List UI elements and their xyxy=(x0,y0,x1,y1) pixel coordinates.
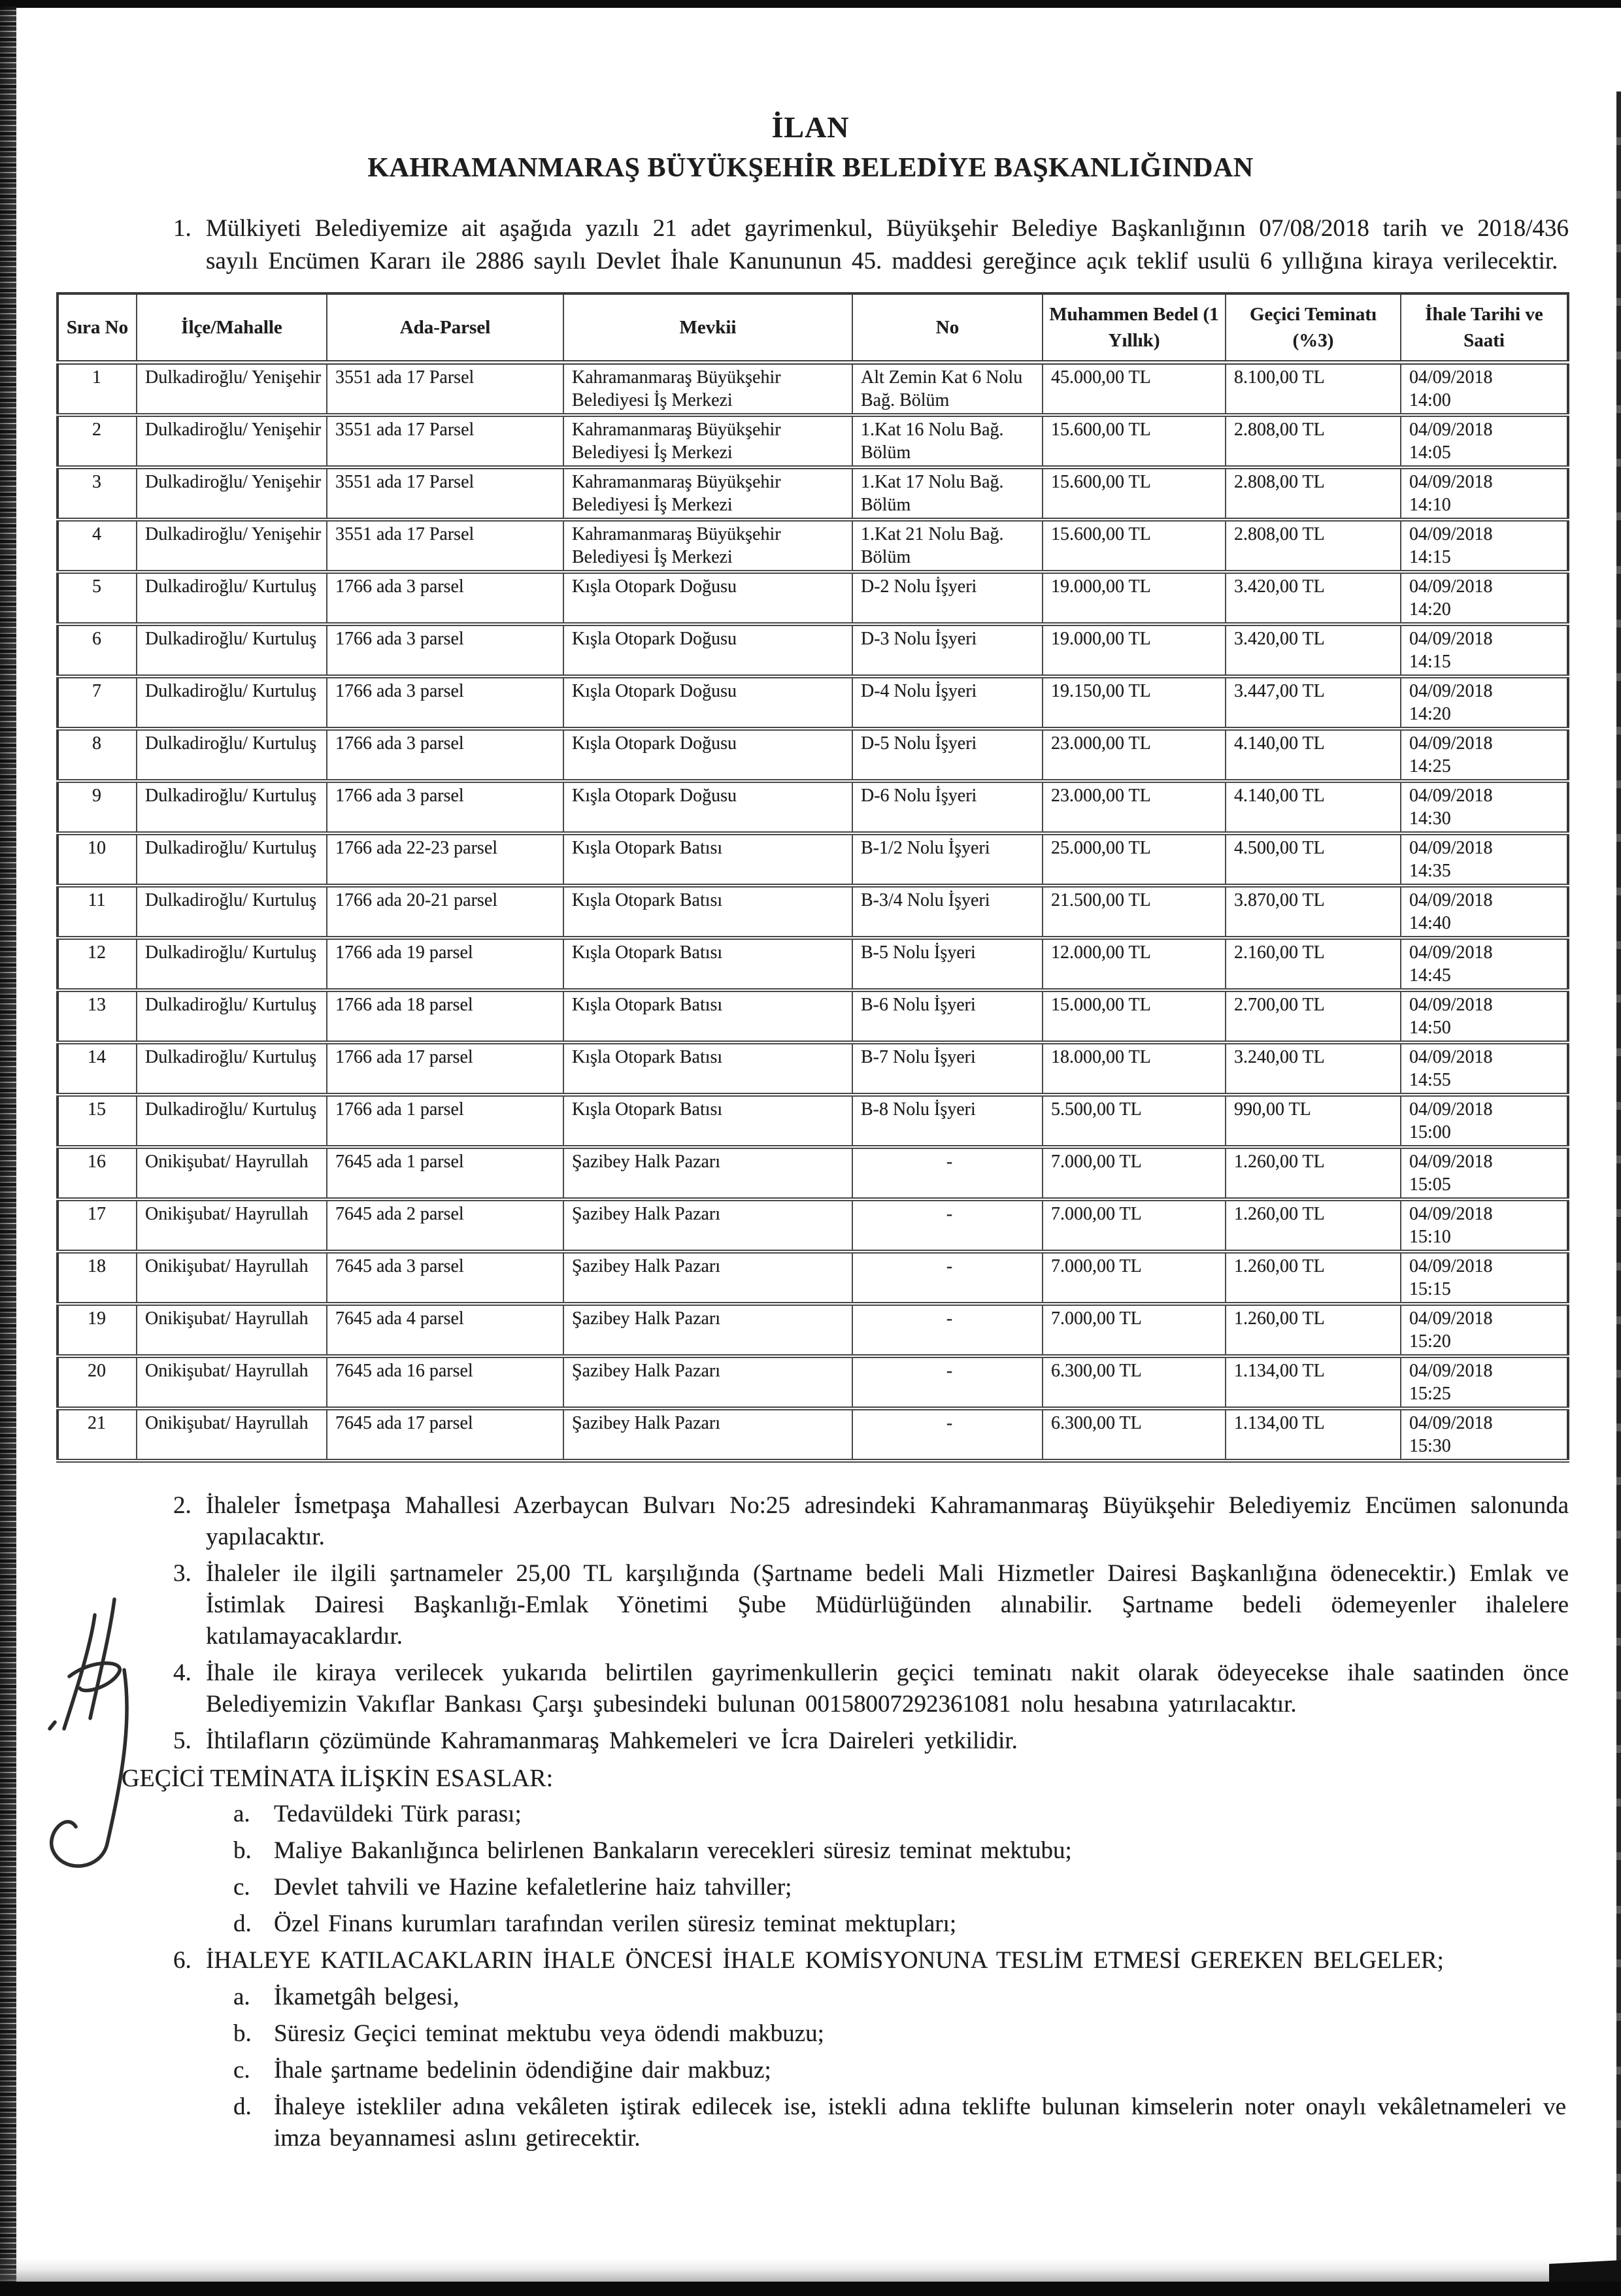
cell-mevkii: Kışla Otopark Doğusu xyxy=(563,572,852,624)
cell-gecici-teminat: 990,00 TL xyxy=(1226,1095,1401,1147)
cell-no: B-7 Nolu İşyeri xyxy=(852,1042,1043,1095)
cell-ilce-mahalle: Onikişubat/ Hayrullah xyxy=(137,1199,327,1252)
cell-mevkii: Kışla Otopark Batısı xyxy=(563,1095,852,1147)
teminat-esaslari-list xyxy=(0,1799,1621,1940)
item-letter: c. xyxy=(233,2057,250,2084)
cell-muhammen-bedel: 19.000,00 TL xyxy=(1043,572,1226,624)
cell-muhammen-bedel: 15.600,00 TL xyxy=(1043,467,1226,520)
cell-sira-no: 17 xyxy=(58,1199,137,1252)
note-text: İhaleler ile ilgili şartnameler 25,00 TL karşılığında (Şartname bedeli Mali Hizmetler Dairesi Başkanlığına ödenecektir.) Emlak ve İstimlak Dairesi Başkanlığı-Emlak Yönetimi Şube Müdürlüğünden alınabilir. Şartname bedeli ödemeyenler ihalelere katılamayacaklardır. xyxy=(206,1560,1569,1650)
numbered-notes xyxy=(0,1490,1621,1757)
cell-tarih: 04/09/2018 xyxy=(1409,524,1493,544)
table-row xyxy=(58,781,1568,833)
lettered-item xyxy=(233,2055,1566,2086)
cell-ada-parsel: 7645 ada 16 parsel xyxy=(327,1356,563,1408)
cell-sira-no: 14 xyxy=(58,1042,137,1095)
cell-ilce-mahalle: Dulkadiroğlu/ Kurtuluş xyxy=(137,676,327,729)
cell-saat: 14:15 xyxy=(1409,652,1451,672)
cell-saat: 15:05 xyxy=(1409,1174,1451,1195)
cell-tarih: 04/09/2018 xyxy=(1409,629,1493,649)
cell-ilce-mahalle: Onikişubat/ Hayrullah xyxy=(137,1252,327,1304)
cell-ilce-mahalle: Dulkadiroğlu/ Kurtuluş xyxy=(137,572,327,624)
auction-table-body xyxy=(58,363,1568,1461)
cell-no: - xyxy=(852,1356,1043,1408)
cell-saat: 14:15 xyxy=(1409,547,1451,567)
cell-muhammen-bedel: 6.300,00 TL xyxy=(1043,1408,1226,1461)
cell-no: B-6 Nolu İşyeri xyxy=(852,990,1043,1042)
intro-number: 1. xyxy=(173,215,192,242)
lettered-item xyxy=(233,1835,1566,1867)
cell-sira-no: 8 xyxy=(58,729,137,781)
cell-ada-parsel: 1766 ada 3 parsel xyxy=(327,572,563,624)
table-row xyxy=(58,938,1568,990)
cell-ihale-tarihi xyxy=(1401,781,1568,833)
item-text: Devlet tahvili ve Hazine kefaletlerine haiz tahviller; xyxy=(274,1874,792,1901)
cell-mevkii: Şazibey Halk Pazarı xyxy=(563,1252,852,1304)
cell-mevkii: Kışla Otopark Doğusu xyxy=(563,729,852,781)
cell-gecici-teminat: 2.808,00 TL xyxy=(1226,520,1401,572)
cell-ihale-tarihi xyxy=(1401,990,1568,1042)
cell-muhammen-bedel: 7.000,00 TL xyxy=(1043,1304,1226,1356)
table-row xyxy=(58,1095,1568,1147)
cell-mevkii: Şazibey Halk Pazarı xyxy=(563,1304,852,1356)
cell-muhammen-bedel: 21.500,00 TL xyxy=(1043,886,1226,938)
cell-sira-no: 6 xyxy=(58,624,137,676)
cell-saat: 14:45 xyxy=(1409,965,1451,986)
cell-no: 1.Kat 21 Nolu Bağ. Bölüm xyxy=(852,520,1043,572)
header-ihale-tarihi: İhale Tarihi ve Saati xyxy=(1401,293,1568,363)
cell-no: D-5 Nolu İşyeri xyxy=(852,729,1043,781)
cell-tarih: 04/09/2018 xyxy=(1409,1152,1493,1172)
cell-ilce-mahalle: Dulkadiroğlu/ Yenişehir xyxy=(137,415,327,467)
item-letter: d. xyxy=(233,2093,252,2120)
table-row xyxy=(58,467,1568,520)
cell-saat: 14:05 xyxy=(1409,442,1451,463)
cell-ilce-mahalle: Onikişubat/ Hayrullah xyxy=(137,1304,327,1356)
cell-ada-parsel: 1766 ada 18 parsel xyxy=(327,990,563,1042)
cell-sira-no: 12 xyxy=(58,938,137,990)
cell-ada-parsel: 7645 ada 17 parsel xyxy=(327,1408,563,1461)
header-sira-no: Sıra No xyxy=(58,293,137,363)
cell-tarih: 04/09/2018 xyxy=(1409,576,1493,597)
cell-ada-parsel: 1766 ada 3 parsel xyxy=(327,729,563,781)
cell-ilce-mahalle: Dulkadiroğlu/ Kurtuluş xyxy=(137,1042,327,1095)
cell-saat: 14:35 xyxy=(1409,861,1451,881)
note-number: 2. xyxy=(173,1492,192,1519)
table-row xyxy=(58,520,1568,572)
cell-ada-parsel: 7645 ada 1 parsel xyxy=(327,1147,563,1199)
cell-saat: 14:20 xyxy=(1409,704,1451,724)
teminat-esaslari-heading: GEÇİCİ TEMİNATA İLİŞKİN ESASLAR: xyxy=(122,1765,554,1792)
belgeler-heading xyxy=(173,1945,1569,1976)
cell-no: 1.Kat 17 Nolu Bağ. Bölüm xyxy=(852,467,1043,520)
cell-ilce-mahalle: Dulkadiroğlu/ Yenişehir xyxy=(137,363,327,416)
cell-ihale-tarihi xyxy=(1401,363,1568,416)
belgeler-number: 6. xyxy=(173,1947,192,1974)
note-number: 3. xyxy=(173,1560,192,1587)
cell-sira-no: 16 xyxy=(58,1147,137,1199)
cell-muhammen-bedel: 45.000,00 TL xyxy=(1043,363,1226,416)
cell-no: B-8 Nolu İşyeri xyxy=(852,1095,1043,1147)
cell-saat: 14:20 xyxy=(1409,599,1451,620)
cell-ilce-mahalle: Dulkadiroğlu/ Kurtuluş xyxy=(137,833,327,886)
cell-tarih: 04/09/2018 xyxy=(1409,1099,1493,1120)
cell-mevkii: Kışla Otopark Batısı xyxy=(563,938,852,990)
cell-ada-parsel: 7645 ada 2 parsel xyxy=(327,1199,563,1252)
cell-ilce-mahalle: Dulkadiroğlu/ Yenişehir xyxy=(137,467,327,520)
cell-tarih: 04/09/2018 xyxy=(1409,942,1493,963)
intro-text: Mülkiyeti Belediyemize ait aşağıda yazılı 21 adet gayrimenkul, Büyükşehir Belediye Başkanlığının 07/08/2018 tarih ve 2018/436 sayılı Encümen Kararı ile 2886 sayılı Devlet İhale Kanununun 45. maddesi gereğince açık teklif usulü 6 yıllığına kiraya verilecektir. xyxy=(206,215,1569,275)
lettered-item xyxy=(233,1799,1566,1830)
cell-ada-parsel: 3551 ada 17 Parsel xyxy=(327,363,563,416)
cell-ada-parsel: 1766 ada 3 parsel xyxy=(327,624,563,676)
cell-gecici-teminat: 1.260,00 TL xyxy=(1226,1304,1401,1356)
cell-mevkii: Kışla Otopark Doğusu xyxy=(563,781,852,833)
cell-muhammen-bedel: 12.000,00 TL xyxy=(1043,938,1226,990)
cell-tarih: 04/09/2018 xyxy=(1409,733,1493,754)
cell-no: B-3/4 Nolu İşyeri xyxy=(852,886,1043,938)
cell-gecici-teminat: 3.420,00 TL xyxy=(1226,624,1401,676)
cell-ihale-tarihi xyxy=(1401,1356,1568,1408)
intro-paragraph xyxy=(173,212,1569,278)
table-row xyxy=(58,1042,1568,1095)
cell-ihale-tarihi xyxy=(1401,467,1568,520)
cell-ihale-tarihi xyxy=(1401,572,1568,624)
note-item xyxy=(173,1490,1569,1553)
item-letter: c. xyxy=(233,1874,250,1901)
note-item xyxy=(173,1725,1569,1757)
table-row xyxy=(58,676,1568,729)
note-number: 4. xyxy=(173,1659,192,1686)
item-letter: a. xyxy=(233,1984,250,2010)
cell-sira-no: 15 xyxy=(58,1095,137,1147)
cell-saat: 15:15 xyxy=(1409,1279,1451,1299)
cell-tarih: 04/09/2018 xyxy=(1409,1204,1493,1224)
cell-ada-parsel: 1766 ada 1 parsel xyxy=(327,1095,563,1147)
cell-ada-parsel: 7645 ada 3 parsel xyxy=(327,1252,563,1304)
belgeler-text: İHALEYE KATILACAKLARIN İHALE ÖNCESİ İHALE KOMİSYONUNA TESLİM ETMESİ GEREKEN BELGELER; xyxy=(206,1947,1444,1974)
lettered-item xyxy=(233,1872,1566,1903)
cell-ihale-tarihi xyxy=(1401,1147,1568,1199)
cell-no: - xyxy=(852,1147,1043,1199)
cell-muhammen-bedel: 23.000,00 TL xyxy=(1043,729,1226,781)
cell-saat: 14:30 xyxy=(1409,808,1451,829)
cell-mevkii: Kışla Otopark Batısı xyxy=(563,833,852,886)
item-letter: b. xyxy=(233,1837,252,1864)
cell-tarih: 04/09/2018 xyxy=(1409,472,1493,492)
cell-ilce-mahalle: Dulkadiroğlu/ Kurtuluş xyxy=(137,624,327,676)
cell-no: B-5 Nolu İşyeri xyxy=(852,938,1043,990)
cell-mevkii: Kahramanmaraş Büyükşehir Belediyesi İş Merkezi xyxy=(563,415,852,467)
cell-saat: 14:25 xyxy=(1409,756,1451,776)
cell-mevkii: Kışla Otopark Doğusu xyxy=(563,676,852,729)
cell-gecici-teminat: 1.134,00 TL xyxy=(1226,1408,1401,1461)
cell-muhammen-bedel: 25.000,00 TL xyxy=(1043,833,1226,886)
cell-ihale-tarihi xyxy=(1401,938,1568,990)
cell-tarih: 04/09/2018 xyxy=(1409,367,1493,388)
cell-mevkii: Şazibey Halk Pazarı xyxy=(563,1408,852,1461)
cell-muhammen-bedel: 6.300,00 TL xyxy=(1043,1356,1226,1408)
cell-mevkii: Kışla Otopark Doğusu xyxy=(563,624,852,676)
cell-tarih: 04/09/2018 xyxy=(1409,1047,1493,1067)
cell-mevkii: Şazibey Halk Pazarı xyxy=(563,1356,852,1408)
cell-ada-parsel: 1766 ada 20-21 parsel xyxy=(327,886,563,938)
cell-gecici-teminat: 1.260,00 TL xyxy=(1226,1147,1401,1199)
table-row xyxy=(58,363,1568,416)
cell-ada-parsel: 1766 ada 3 parsel xyxy=(327,781,563,833)
cell-ihale-tarihi xyxy=(1401,520,1568,572)
note-text: İhtilafların çözümünde Kahramanmaraş Mahkemeleri ve İcra Daireleri yetkilidir. xyxy=(206,1727,1018,1754)
cell-muhammen-bedel: 15.600,00 TL xyxy=(1043,520,1226,572)
cell-sira-no: 4 xyxy=(58,520,137,572)
cell-ilce-mahalle: Dulkadiroğlu/ Kurtuluş xyxy=(137,938,327,990)
cell-ilce-mahalle: Onikişubat/ Hayrullah xyxy=(137,1408,327,1461)
cell-muhammen-bedel: 19.150,00 TL xyxy=(1043,676,1226,729)
header-mevkii: Mevkii xyxy=(563,293,852,363)
cell-sira-no: 19 xyxy=(58,1304,137,1356)
cell-mevkii: Şazibey Halk Pazarı xyxy=(563,1199,852,1252)
cell-tarih: 04/09/2018 xyxy=(1409,1361,1493,1381)
cell-sira-no: 9 xyxy=(58,781,137,833)
cell-muhammen-bedel: 7.000,00 TL xyxy=(1043,1147,1226,1199)
cell-ada-parsel: 7645 ada 4 parsel xyxy=(327,1304,563,1356)
cell-tarih: 04/09/2018 xyxy=(1409,420,1493,440)
table-row xyxy=(58,1356,1568,1408)
lettered-item xyxy=(233,2018,1566,2050)
table-row xyxy=(58,1304,1568,1356)
item-letter: d. xyxy=(233,1910,252,1937)
cell-no: D-6 Nolu İşyeri xyxy=(852,781,1043,833)
header-no: No xyxy=(852,293,1043,363)
item-text: Özel Finans kurumları tarafından verilen süresiz teminat mektupları; xyxy=(274,1910,957,1937)
cell-ada-parsel: 3551 ada 17 Parsel xyxy=(327,520,563,572)
auction-table-header xyxy=(58,293,1568,363)
cell-sira-no: 20 xyxy=(58,1356,137,1408)
cell-muhammen-bedel: 15.600,00 TL xyxy=(1043,415,1226,467)
table-row xyxy=(58,886,1568,938)
note-number: 5. xyxy=(173,1727,192,1754)
lettered-item xyxy=(233,2091,1566,2154)
cell-gecici-teminat: 3.240,00 TL xyxy=(1226,1042,1401,1095)
table-row xyxy=(58,1147,1568,1199)
cell-sira-no: 3 xyxy=(58,467,137,520)
cell-gecici-teminat: 2.808,00 TL xyxy=(1226,467,1401,520)
cell-sira-no: 11 xyxy=(58,886,137,938)
page-title: İLAN xyxy=(771,110,850,144)
cell-gecici-teminat: 3.420,00 TL xyxy=(1226,572,1401,624)
header-ada-parsel: Ada-Parsel xyxy=(327,293,563,363)
cell-mevkii: Kahramanmaraş Büyükşehir Belediyesi İş Merkezi xyxy=(563,363,852,416)
cell-ilce-mahalle: Onikişubat/ Hayrullah xyxy=(137,1147,327,1199)
cell-tarih: 04/09/2018 xyxy=(1409,786,1493,806)
cell-ada-parsel: 1766 ada 22-23 parsel xyxy=(327,833,563,886)
cell-gecici-teminat: 4.500,00 TL xyxy=(1226,833,1401,886)
cell-sira-no: 21 xyxy=(58,1408,137,1461)
cell-no: - xyxy=(852,1199,1043,1252)
cell-no: - xyxy=(852,1304,1043,1356)
cell-ada-parsel: 1766 ada 19 parsel xyxy=(327,938,563,990)
cell-ilce-mahalle: Onikişubat/ Hayrullah xyxy=(137,1356,327,1408)
cell-ihale-tarihi xyxy=(1401,1042,1568,1095)
cell-saat: 14:50 xyxy=(1409,1018,1451,1038)
cell-sira-no: 1 xyxy=(58,363,137,416)
cell-tarih: 04/09/2018 xyxy=(1409,995,1493,1015)
cell-gecici-teminat: 2.700,00 TL xyxy=(1226,990,1401,1042)
cell-ada-parsel: 3551 ada 17 Parsel xyxy=(327,467,563,520)
cell-tarih: 04/09/2018 xyxy=(1409,1308,1493,1329)
cell-mevkii: Kahramanmaraş Büyükşehir Belediyesi İş Merkezi xyxy=(563,467,852,520)
cell-muhammen-bedel: 19.000,00 TL xyxy=(1043,624,1226,676)
item-letter: b. xyxy=(233,2020,252,2047)
header-gecici-teminat: Geçici Teminatı (%3) xyxy=(1226,293,1401,363)
item-text: İhaleye istekliler adına vekâleten iştirak edilecek ise, istekli adına teklifte bulunan kimselerin noter onaylı vekâletnameleri ve imza beyannamesi aslını getirecektir. xyxy=(274,2093,1566,2152)
table-row xyxy=(58,1199,1568,1252)
cell-ihale-tarihi xyxy=(1401,1408,1568,1461)
table-row xyxy=(58,1408,1568,1461)
lettered-item xyxy=(233,1908,1566,1940)
cell-sira-no: 5 xyxy=(58,572,137,624)
table-row xyxy=(58,1252,1568,1304)
cell-no: D-4 Nolu İşyeri xyxy=(852,676,1043,729)
cell-gecici-teminat: 1.134,00 TL xyxy=(1226,1356,1401,1408)
cell-saat: 15:25 xyxy=(1409,1384,1451,1404)
cell-mevkii: Kışla Otopark Batısı xyxy=(563,990,852,1042)
cell-muhammen-bedel: 5.500,00 TL xyxy=(1043,1095,1226,1147)
cell-no: 1.Kat 16 Nolu Bağ. Bölüm xyxy=(852,415,1043,467)
item-text: İhale şartname bedelinin ödendiğine dair makbuz; xyxy=(274,2057,771,2084)
cell-muhammen-bedel: 18.000,00 TL xyxy=(1043,1042,1226,1095)
note-text: İhaleler İsmetpaşa Mahallesi Azerbaycan Bulvarı No:25 adresindeki Kahramanmaraş Büyükşehir Belediyemiz Encümen salonunda yapılacaktır. xyxy=(206,1492,1569,1550)
cell-ilce-mahalle: Dulkadiroğlu/ Yenişehir xyxy=(137,520,327,572)
cell-ihale-tarihi xyxy=(1401,415,1568,467)
cell-ilce-mahalle: Dulkadiroğlu/ Kurtuluş xyxy=(137,990,327,1042)
item-letter: a. xyxy=(233,1801,250,1827)
cell-ihale-tarihi xyxy=(1401,886,1568,938)
cell-gecici-teminat: 8.100,00 TL xyxy=(1226,363,1401,416)
cell-mevkii: Kahramanmaraş Büyükşehir Belediyesi İş Merkezi xyxy=(563,520,852,572)
cell-gecici-teminat: 3.447,00 TL xyxy=(1226,676,1401,729)
table-row xyxy=(58,833,1568,886)
page-subtitle: KAHRAMANMARAŞ BÜYÜKŞEHİR BELEDİYE BAŞKANLIĞINDAN xyxy=(367,153,1254,183)
cell-ihale-tarihi xyxy=(1401,833,1568,886)
table-row xyxy=(58,415,1568,467)
item-text: İkametgâh belgesi, xyxy=(274,1984,460,2010)
header-muhammen-bedel: Muhammen Bedel (1 Yıllık) xyxy=(1043,293,1226,363)
cell-ihale-tarihi xyxy=(1401,676,1568,729)
header-ilce-mahalle: İlçe/Mahalle xyxy=(137,293,327,363)
table-row xyxy=(58,729,1568,781)
cell-ilce-mahalle: Dulkadiroğlu/ Kurtuluş xyxy=(137,886,327,938)
table-row xyxy=(58,572,1568,624)
cell-no: D-2 Nolu İşyeri xyxy=(852,572,1043,624)
cell-ada-parsel: 1766 ada 3 parsel xyxy=(327,676,563,729)
auction-table xyxy=(56,292,1569,1463)
cell-no: - xyxy=(852,1252,1043,1304)
cell-tarih: 04/09/2018 xyxy=(1409,1413,1493,1433)
lettered-item xyxy=(233,1982,1566,2013)
item-text: Süresiz Geçici teminat mektubu veya ödendi makbuzu; xyxy=(274,2020,824,2047)
cell-muhammen-bedel: 15.000,00 TL xyxy=(1043,990,1226,1042)
cell-sira-no: 7 xyxy=(58,676,137,729)
cell-ihale-tarihi xyxy=(1401,1252,1568,1304)
cell-gecici-teminat: 4.140,00 TL xyxy=(1226,729,1401,781)
cell-sira-no: 13 xyxy=(58,990,137,1042)
cell-gecici-teminat: 2.160,00 TL xyxy=(1226,938,1401,990)
cell-sira-no: 10 xyxy=(58,833,137,886)
cell-no: D-3 Nolu İşyeri xyxy=(852,624,1043,676)
cell-saat: 14:00 xyxy=(1409,390,1451,410)
cell-ihale-tarihi xyxy=(1401,1095,1568,1147)
cell-saat: 14:55 xyxy=(1409,1070,1451,1090)
cell-saat: 15:20 xyxy=(1409,1331,1451,1352)
notes-section xyxy=(0,1490,1621,2154)
item-text: Maliye Bakanlığınca belirlenen Bankaların verecekleri süresiz teminat mektubu; xyxy=(274,1837,1072,1864)
cell-muhammen-bedel: 7.000,00 TL xyxy=(1043,1199,1226,1252)
cell-ada-parsel: 1766 ada 17 parsel xyxy=(327,1042,563,1095)
table-row xyxy=(58,990,1568,1042)
cell-ihale-tarihi xyxy=(1401,1199,1568,1252)
table-row xyxy=(58,624,1568,676)
cell-saat: 14:10 xyxy=(1409,495,1451,515)
cell-saat: 15:00 xyxy=(1409,1122,1451,1142)
cell-gecici-teminat: 1.260,00 TL xyxy=(1226,1199,1401,1252)
cell-muhammen-bedel: 7.000,00 TL xyxy=(1043,1252,1226,1304)
cell-muhammen-bedel: 23.000,00 TL xyxy=(1043,781,1226,833)
cell-tarih: 04/09/2018 xyxy=(1409,681,1493,701)
cell-ihale-tarihi xyxy=(1401,729,1568,781)
note-text: İhale ile kiraya verilecek yukarıda belirtilen gayrimenkullerin geçici teminatı nakit olarak ödeyecekse ihale saatinden önce Belediyemizin Vakıflar Bankası Çarşı şubesindeki bulunan 00158007292361081 nolu hesabına yatırılacaktır. xyxy=(206,1659,1569,1718)
cell-gecici-teminat: 1.260,00 TL xyxy=(1226,1252,1401,1304)
cell-gecici-teminat: 3.870,00 TL xyxy=(1226,886,1401,938)
cell-ilce-mahalle: Dulkadiroğlu/ Kurtuluş xyxy=(137,1095,327,1147)
cell-ihale-tarihi xyxy=(1401,624,1568,676)
cell-tarih: 04/09/2018 xyxy=(1409,838,1493,858)
cell-no: Alt Zemin Kat 6 Nolu Bağ. Bölüm xyxy=(852,363,1043,416)
cell-ilce-mahalle: Dulkadiroğlu/ Kurtuluş xyxy=(137,729,327,781)
cell-mevkii: Kışla Otopark Batısı xyxy=(563,1042,852,1095)
cell-mevkii: Şazibey Halk Pazarı xyxy=(563,1147,852,1199)
cell-saat: 15:30 xyxy=(1409,1436,1451,1456)
cell-saat: 14:40 xyxy=(1409,913,1451,933)
belgeler-list xyxy=(0,1982,1621,2154)
cell-gecici-teminat: 4.140,00 TL xyxy=(1226,781,1401,833)
cell-sira-no: 18 xyxy=(58,1252,137,1304)
cell-sira-no: 2 xyxy=(58,415,137,467)
item-text: Tedavüldeki Türk parası; xyxy=(274,1801,522,1827)
cell-tarih: 04/09/2018 xyxy=(1409,1256,1493,1276)
cell-tarih: 04/09/2018 xyxy=(1409,890,1493,910)
cell-mevkii: Kışla Otopark Batısı xyxy=(563,886,852,938)
cell-gecici-teminat: 2.808,00 TL xyxy=(1226,415,1401,467)
cell-saat: 15:10 xyxy=(1409,1227,1451,1247)
note-item xyxy=(173,1558,1569,1652)
cell-no: B-1/2 Nolu İşyeri xyxy=(852,833,1043,886)
cell-ada-parsel: 3551 ada 17 Parsel xyxy=(327,415,563,467)
cell-no: - xyxy=(852,1408,1043,1461)
cell-ilce-mahalle: Dulkadiroğlu/ Kurtuluş xyxy=(137,781,327,833)
cell-ihale-tarihi xyxy=(1401,1304,1568,1356)
note-item xyxy=(173,1657,1569,1720)
